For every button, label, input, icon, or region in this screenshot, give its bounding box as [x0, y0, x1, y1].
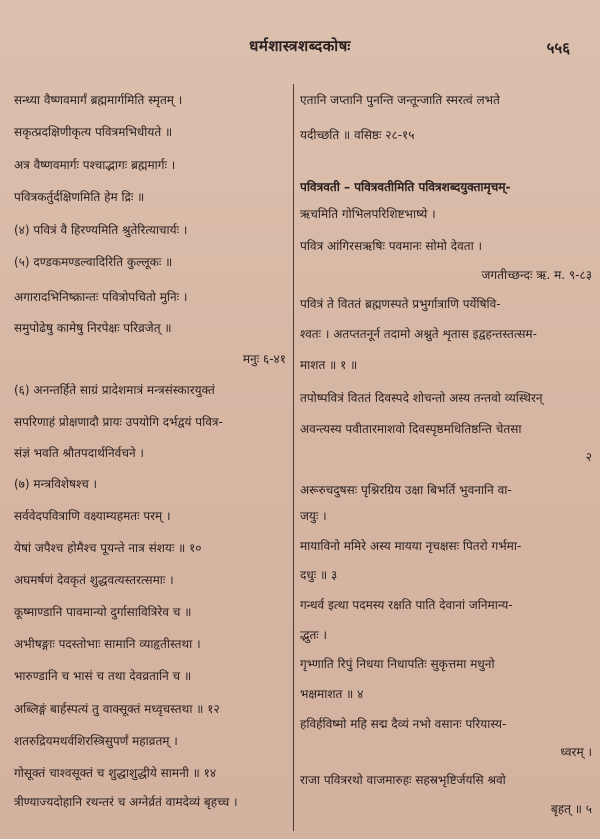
text-line: पवित्रकर्तुर्दक्षिणमिति हेम द्रिः ॥ [14, 190, 145, 204]
text-line: संज्ञं भवति श्रौतपदार्थनिर्वचने । [14, 446, 144, 460]
text-line: अब्लिङ्गं बार्हस्पत्यं तु वाक्सूक्तं मध्वृचस्तथा ॥ १२ [14, 702, 220, 716]
text-line: माशत ॥ १ ॥ [300, 358, 358, 372]
text-line: पवित्रं ते विततं ब्रह्मणस्पते प्रभुर्गात्राणि पर्येषिवि- [300, 297, 501, 311]
verse-reference: जगतीच्छन्दः ऋ. म. ९-८३ [481, 268, 592, 282]
text-line: सकृत्प्रदक्षिणीकृत्य पवित्रमभिधीयते ॥ [14, 125, 173, 139]
verse-reference: मनुः ६-४१ [242, 352, 286, 366]
text-line: यदीच्छति ॥ वसिष्ठः २८-१५ [300, 128, 415, 142]
text-line: भारुण्डानि च भासं च तथा देवव्रतानि च ॥ [14, 669, 192, 683]
text-line: पवित्र आंगिरसऋषिः पवमानः सोमो देवता । [300, 239, 483, 253]
text-line: राजा पवित्ररथो वाजमारुहः सहस्रभृष्टिर्जयसि श्रवो [300, 773, 506, 787]
text-line: सन्ध्या वैष्णवमार्गं ब्रह्ममार्गमिति स्मृतम् । [14, 93, 183, 107]
text-line: अगारादभिनिष्क्रान्तः पवित्रोपचितो मुनिः । [14, 290, 188, 304]
text-line: जयुः । [300, 509, 327, 523]
text-line: तपोष्पवित्रं विततं दिवस्पदे शोचन्तो अस्य तन्तवो व्यस्थिरन् [300, 391, 543, 405]
text-line: कूष्माण्डानि पावमान्यो दुर्गासावित्रिरेव च ॥ [14, 605, 192, 619]
text-line: भक्षमाशत ॥ ४ [300, 687, 364, 701]
column-divider [293, 84, 294, 831]
text-line: अवन्त्यस्य पवीतारमाशवो दिवस्पृष्ठमधितिष्ठन्ति चेतसा [300, 422, 522, 436]
text-line: मायाविनो ममिरे अस्य मायया नृचक्षसः पितरो गर्भमा- [300, 539, 522, 553]
text-line: त्रीण्याज्यदोहानि रथन्तरं च अग्नेर्व्रतं वामदेव्यं बृहच्च । [14, 795, 238, 809]
text-line: गन्धर्व इत्था पदमस्य रक्षति पाति देवानां जनिमान्य- [300, 598, 513, 612]
text-line: ध्वरम् । [560, 745, 592, 759]
text-line: (४) पवित्रं वै हिरण्यमिति श्रुतेरित्याचार्यः । [14, 223, 188, 237]
text-line: हविर्हविष्मो महि सद्म दैव्यं नभो वसानः परियास्य- [300, 717, 507, 731]
text-line: गोसूक्तं चाश्वसूक्तं च शुद्धाशुद्धीये सामनी ॥ १४ [14, 766, 217, 780]
headword-entry: पवित्रवती – पवित्रवतीमिति पवित्रशब्दयुक्तामृचम्- [300, 180, 511, 194]
running-header-title: धर्मशास्त्रशब्दकोषः [249, 37, 351, 55]
page-number: ५५६ [546, 39, 570, 57]
text-line: सर्ववेदपवित्राणि वक्ष्याम्यहमतः परम् । [14, 509, 171, 523]
text-line: ऋचमिति गोभिलपरिशिष्टभाष्ये । [300, 207, 436, 221]
text-line: अरूरुचदुषसः पृश्निरग्रिय उक्षा बिभर्ति भुवनानि वा- [300, 483, 512, 497]
text-line: दधुः ॥ ३ [300, 568, 338, 582]
text-line: श्वतः । अतप्ततनूर्न तदामो अश्नुते शृतास इद्वहन्तस्तत्सम- [300, 327, 537, 341]
text-line: गृभ्णाति रिपुं निधया निधापतिः सुकृत्तमा मधुनो [300, 657, 495, 671]
text-line: अघमर्षणं देवकृतं शुद्धवत्यस्तरत्समाः । [14, 573, 174, 587]
text-line: एतानि जप्तानि पुनन्ति जन्तून्जाति स्मरत्वं लभते [300, 93, 500, 107]
text-line: शतरुद्रियमथर्वशिरस्त्रिसुपर्णं महाव्रतम् । [14, 734, 178, 748]
text-line: द्भुतः । [300, 628, 328, 642]
text-line: येषां जपैश्च होमैश्च पूयन्ते नात्र संशयः ॥ १० [14, 541, 202, 555]
text-line: (६) अनन्तर्हिते साग्रं प्रादेशमात्रं मन्त्रसंस्कारयुक्तं [14, 383, 215, 397]
text-line: सपरिणाहं प्रोक्षणादौ प्रायः उपयोगि दर्भद्वयं पवित्र- [14, 415, 223, 429]
text-line: अत्र वैष्णवमार्गः पश्चाद्भागः ब्रह्ममार्गः । [14, 158, 176, 172]
text-line: अभीषङ्गाः पदस्तोभाः सामानि व्याहृतीस्तथा । [14, 637, 201, 651]
text-line: बृहत् ॥ ५ [550, 802, 592, 816]
verse-number: २ [585, 450, 592, 464]
text-line: (७) मन्त्रविशेषश्च । [14, 477, 98, 491]
text-line: समुपोढेषु कामेषु निरपेक्षः परिव्रजेत् ॥ [14, 321, 172, 335]
text-line: (५) दण्डकमण्डल्वादिरिति कुल्लूकः ॥ [14, 255, 173, 269]
